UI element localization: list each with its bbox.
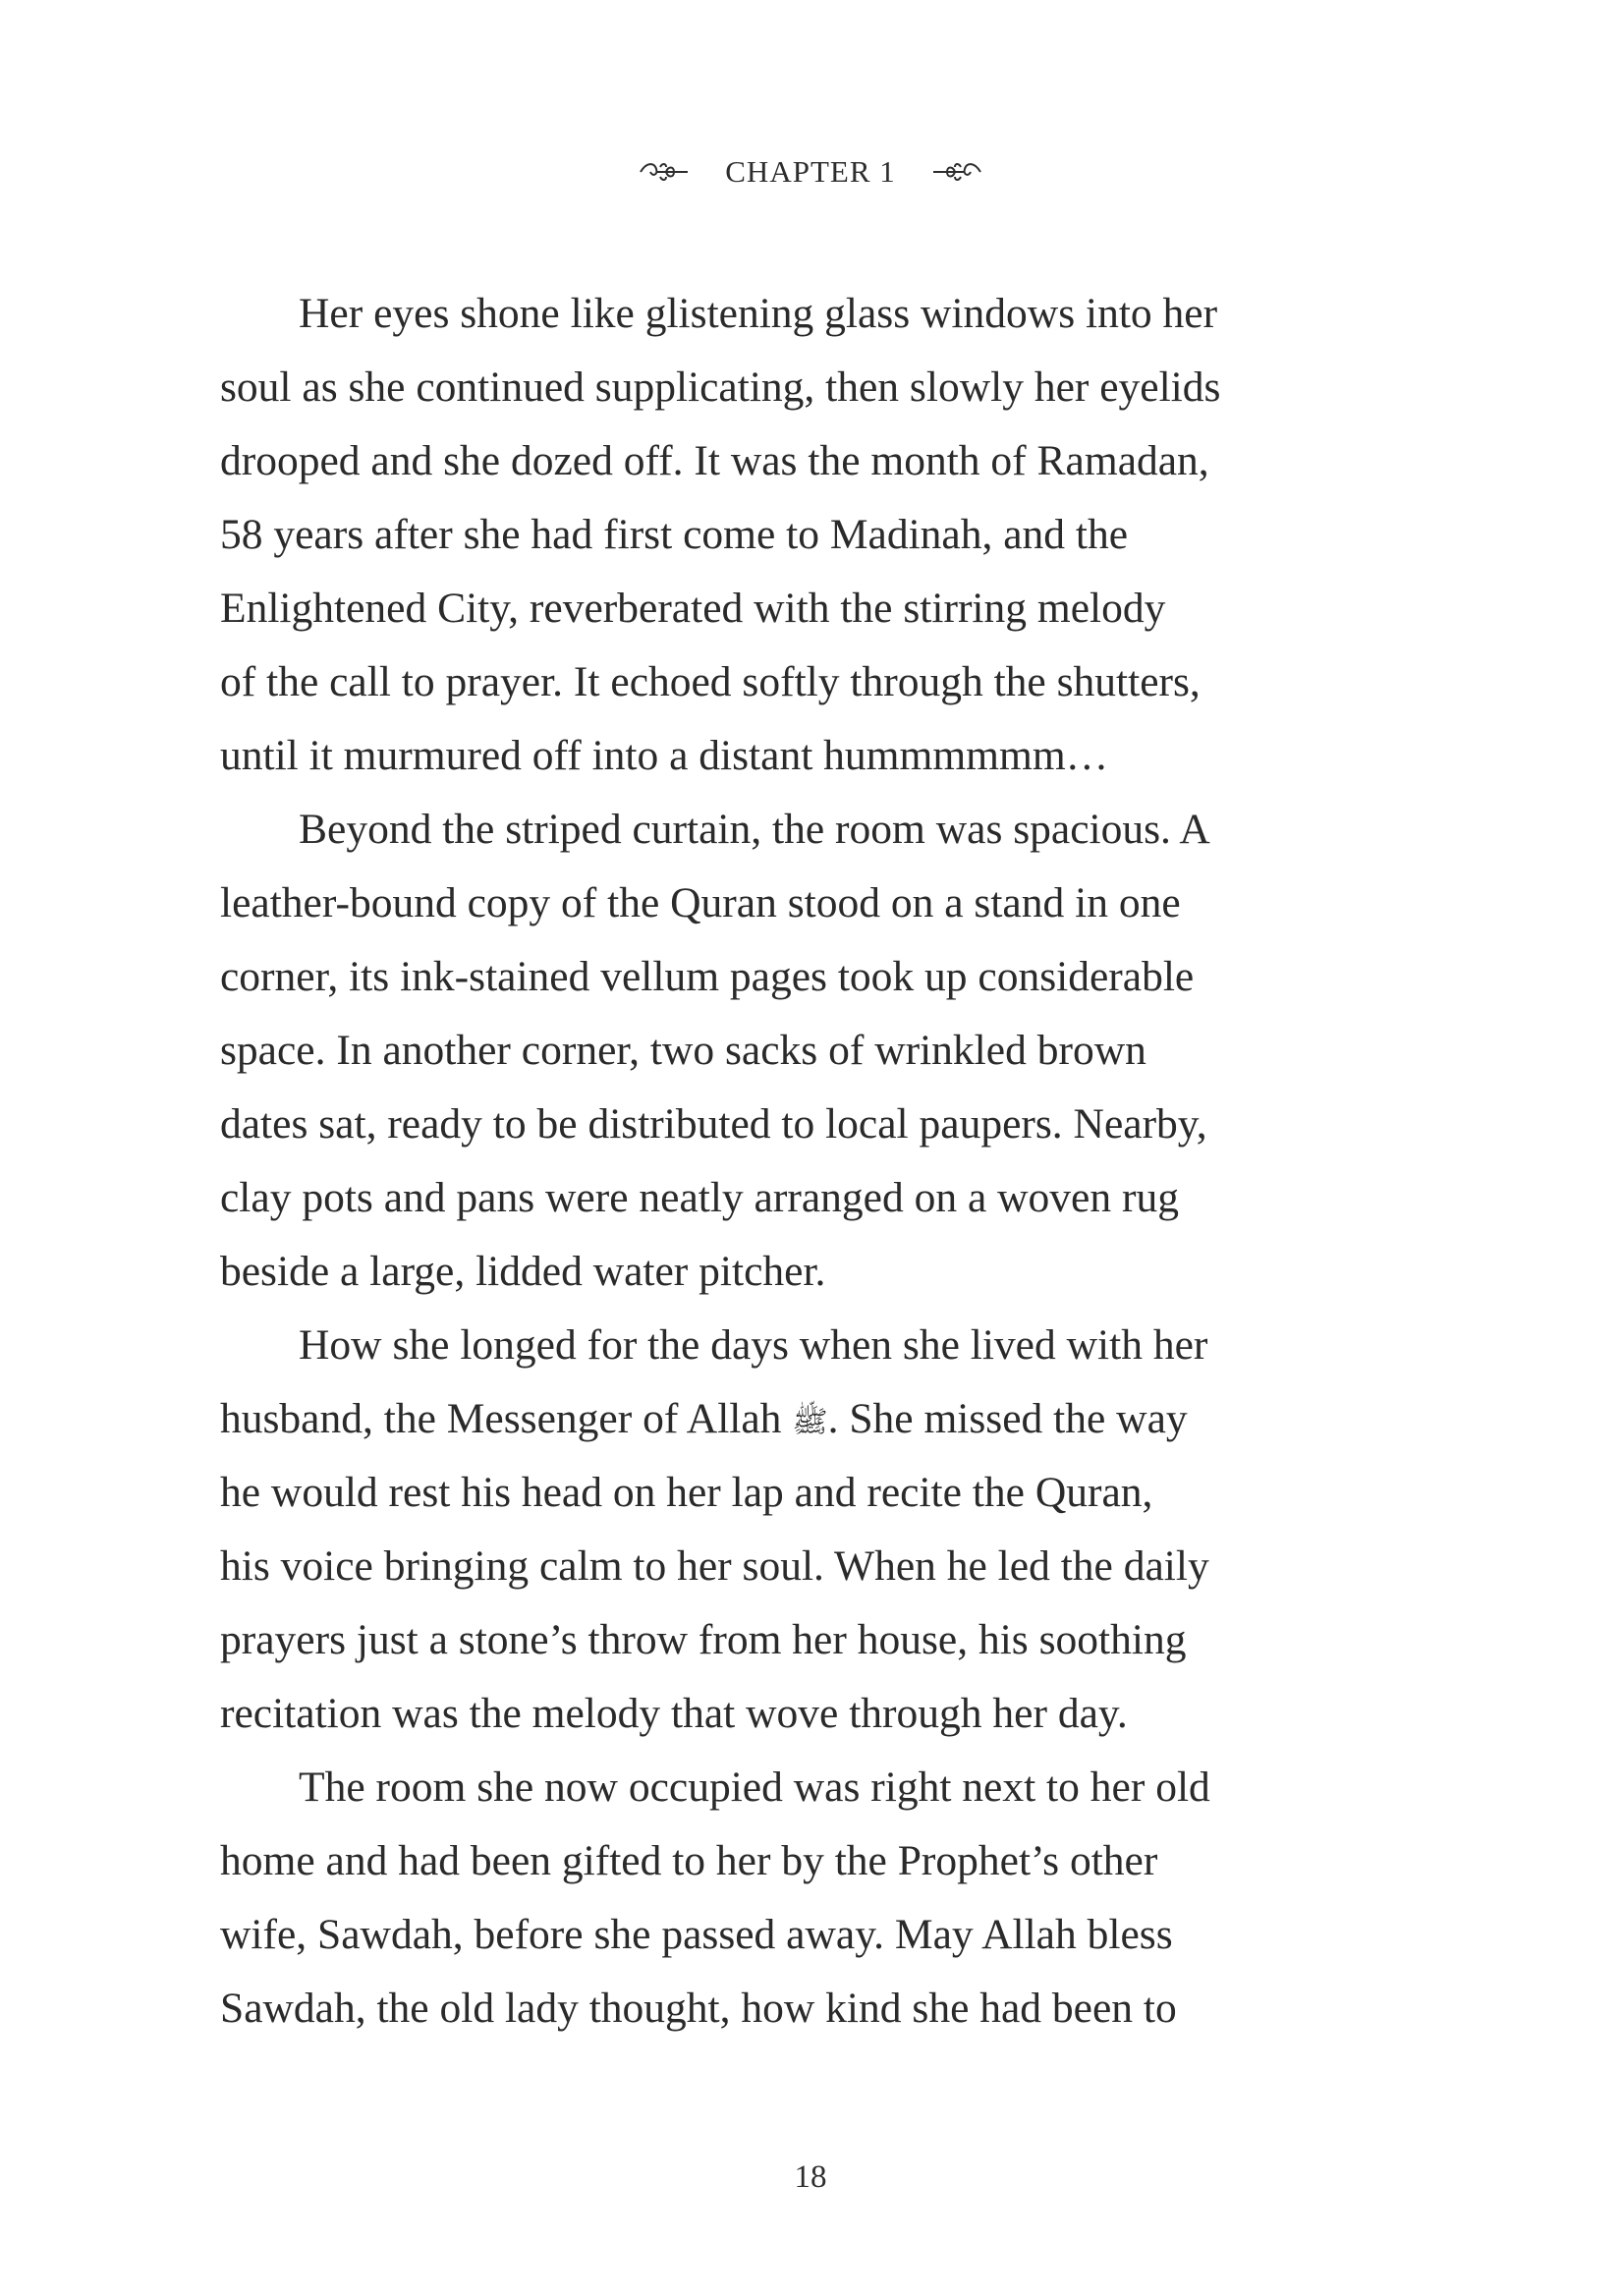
text-line: of the call to prayer. It echoed softly through the shutters,	[220, 658, 1201, 705]
text-line: recitation was the melody that wove through her day.	[220, 1690, 1128, 1737]
text-line: until it murmured off into a distant hummmmmm…	[220, 732, 1109, 779]
flourish-ornament-icon	[637, 157, 692, 187]
page-number: 18	[794, 2159, 827, 2195]
body-text	[220, 277, 1356, 2045]
text-line: his voice bringing calm to her soul. When he led the daily	[220, 1542, 1209, 1590]
text-line: Sawdah, the old lady thought, how kind she had been to	[220, 1985, 1177, 2032]
text-line: 58 years after she had first come to Madinah, and the	[220, 511, 1129, 558]
text-line: The room she now occupied was right next to her old	[299, 1764, 1210, 1811]
text-line	[220, 1382, 1356, 1456]
text-line: prayers just a stone’s throw from her house, his soothing	[220, 1616, 1187, 1663]
paragraph-2	[220, 793, 1356, 1309]
paragraph-4	[220, 1751, 1356, 2045]
chapter-title: CHAPTER 1	[725, 154, 896, 189]
text-line: How she longed for the days when she lived with her	[299, 1321, 1208, 1369]
text-line: soul as she continued supplicating, then slowly her eyelids	[220, 364, 1221, 411]
text-line: Beyond the striped curtain, the room was spacious. A	[299, 806, 1210, 853]
text-line: space. In another corner, two sacks of wrinkled brown	[220, 1027, 1146, 1074]
text-line: drooped and she dozed off. It was the month of Ramadan,	[220, 437, 1209, 484]
text-line: clay pots and pans were neatly arranged on a woven rug	[220, 1174, 1179, 1221]
running-header	[0, 147, 1621, 196]
text-line: dates sat, ready to be distributed to local paupers. Nearby,	[220, 1100, 1207, 1148]
text-line: wife, Sawdah, before she passed away. May Allah bless	[220, 1911, 1173, 1958]
text-line: Her eyes shone like glistening glass windows into her	[299, 290, 1218, 337]
text-line: beside a large, lidded water pitcher.	[220, 1248, 826, 1295]
text-line: he would rest his head on her lap and recite the Quran,	[220, 1469, 1153, 1516]
flourish-ornament-icon	[929, 157, 984, 187]
text-line: Enlightened City, reverberated with the stirring melody	[220, 585, 1166, 632]
honorific-glyph: ﷺ	[792, 1406, 828, 1439]
text-segment: husband, the Messenger of Allah	[220, 1395, 782, 1442]
text-line: corner, its ink-stained vellum pages took up considerable	[220, 953, 1195, 1000]
paragraph-3	[220, 1309, 1356, 1751]
text-line: home and had been gifted to her by the Prophet’s other	[220, 1837, 1158, 1884]
text-line: leather-bound copy of the Quran stood on a stand in one	[220, 879, 1181, 926]
text-segment: . She missed the way	[827, 1395, 1188, 1442]
paragraph-1	[220, 277, 1356, 793]
